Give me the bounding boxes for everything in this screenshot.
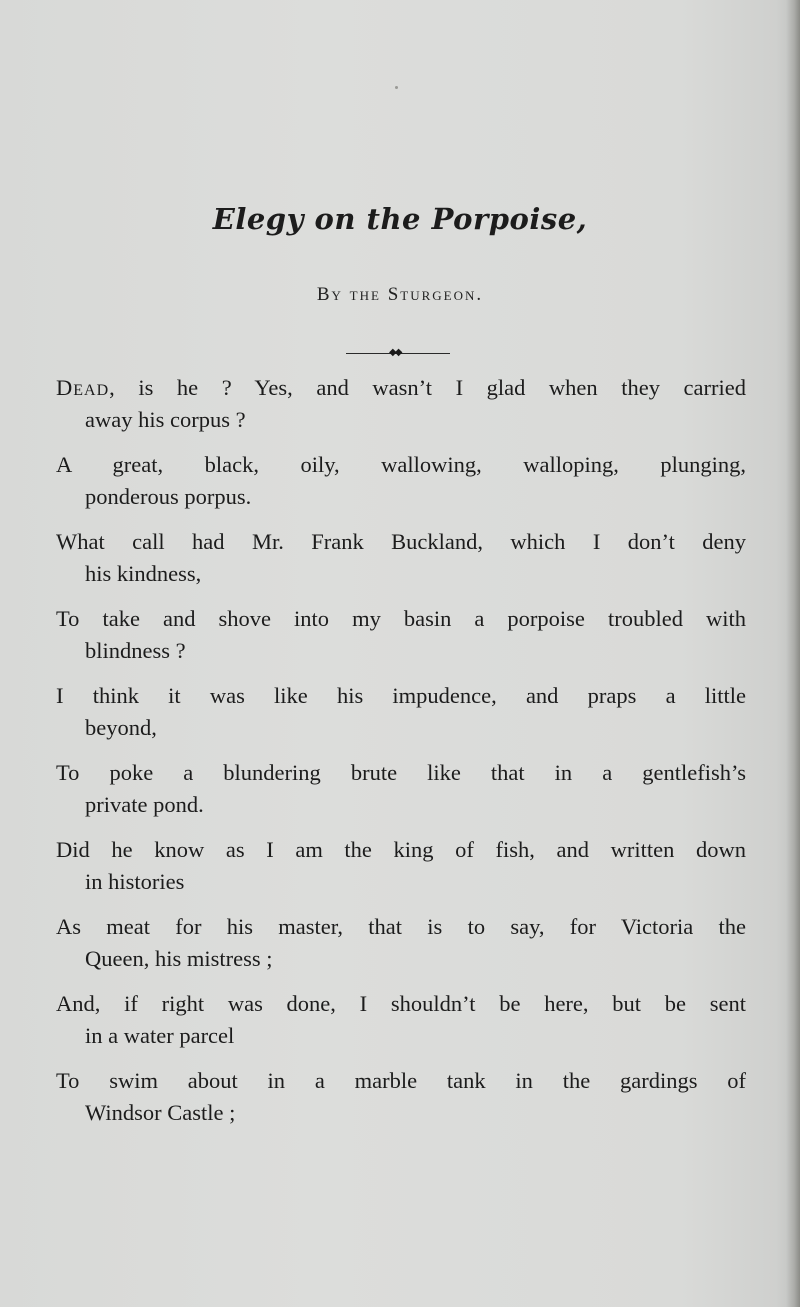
poem-line-continuation: ponderous porpus. bbox=[85, 484, 252, 509]
poem-line: To swim about in a marble tank in the gardings of bbox=[56, 1068, 746, 1093]
poem-line bbox=[56, 372, 746, 404]
poem-line: As meat for his master, that is to say, for Victoria the bbox=[56, 914, 746, 939]
poem-line: What call had Mr. Frank Buckland, which I don’t deny bbox=[56, 529, 746, 554]
poem-line-continuation: away his corpus ? bbox=[85, 407, 246, 432]
poem-line-continuation: in histories bbox=[85, 869, 185, 894]
poem-line: To take and shove into my basin a porpoise troubled with bbox=[56, 606, 746, 631]
divider-ornament: ◆◆ bbox=[389, 347, 401, 358]
poem-couplet bbox=[56, 526, 746, 590]
poem-couplet bbox=[56, 680, 746, 744]
poem-line: And, if right was done, I shouldn’t be here, but be sent bbox=[56, 991, 746, 1016]
poem-line-continuation: Queen, his mistress ; bbox=[85, 946, 273, 971]
poem-lead-word: Dead bbox=[56, 375, 110, 400]
poem-couplet bbox=[56, 603, 746, 667]
poem-line-continuation: beyond, bbox=[85, 715, 157, 740]
poem-couplet bbox=[56, 834, 746, 898]
poem-couplet bbox=[56, 911, 746, 975]
poem-line-continuation: private pond. bbox=[85, 792, 204, 817]
poem-couplet bbox=[56, 1065, 746, 1129]
poem-couplet bbox=[56, 449, 746, 513]
poem-couplet bbox=[56, 372, 746, 436]
poem-line-continuation: in a water parcel bbox=[85, 1023, 235, 1048]
poem-line: I think it was like his impudence, and praps a little bbox=[56, 683, 746, 708]
poem-line: A great, black, oily, wallowing, walloping, plunging, bbox=[56, 452, 746, 477]
poem-line-continuation: his kindness, bbox=[85, 561, 202, 586]
poem-body bbox=[56, 372, 746, 1142]
poem-title: Elegy on the Porpoise, bbox=[212, 202, 588, 236]
poem-line: Did he know as I am the king of fish, and written down bbox=[56, 837, 746, 862]
page-edge-shadow bbox=[786, 0, 800, 1307]
poem-line: To poke a blundering brute like that in a gentlefish’s bbox=[56, 760, 746, 785]
poem-couplet bbox=[56, 757, 746, 821]
poem-line-continuation: blindness ? bbox=[85, 638, 186, 663]
poem-line-text: , is he ? Yes, and wasn’t I glad when they carried bbox=[109, 375, 746, 400]
paper-speck bbox=[395, 86, 398, 89]
poem-byline: By the Sturgeon. bbox=[316, 284, 484, 305]
poem-line-continuation: Windsor Castle ; bbox=[85, 1100, 236, 1125]
poem-couplet bbox=[56, 988, 746, 1052]
